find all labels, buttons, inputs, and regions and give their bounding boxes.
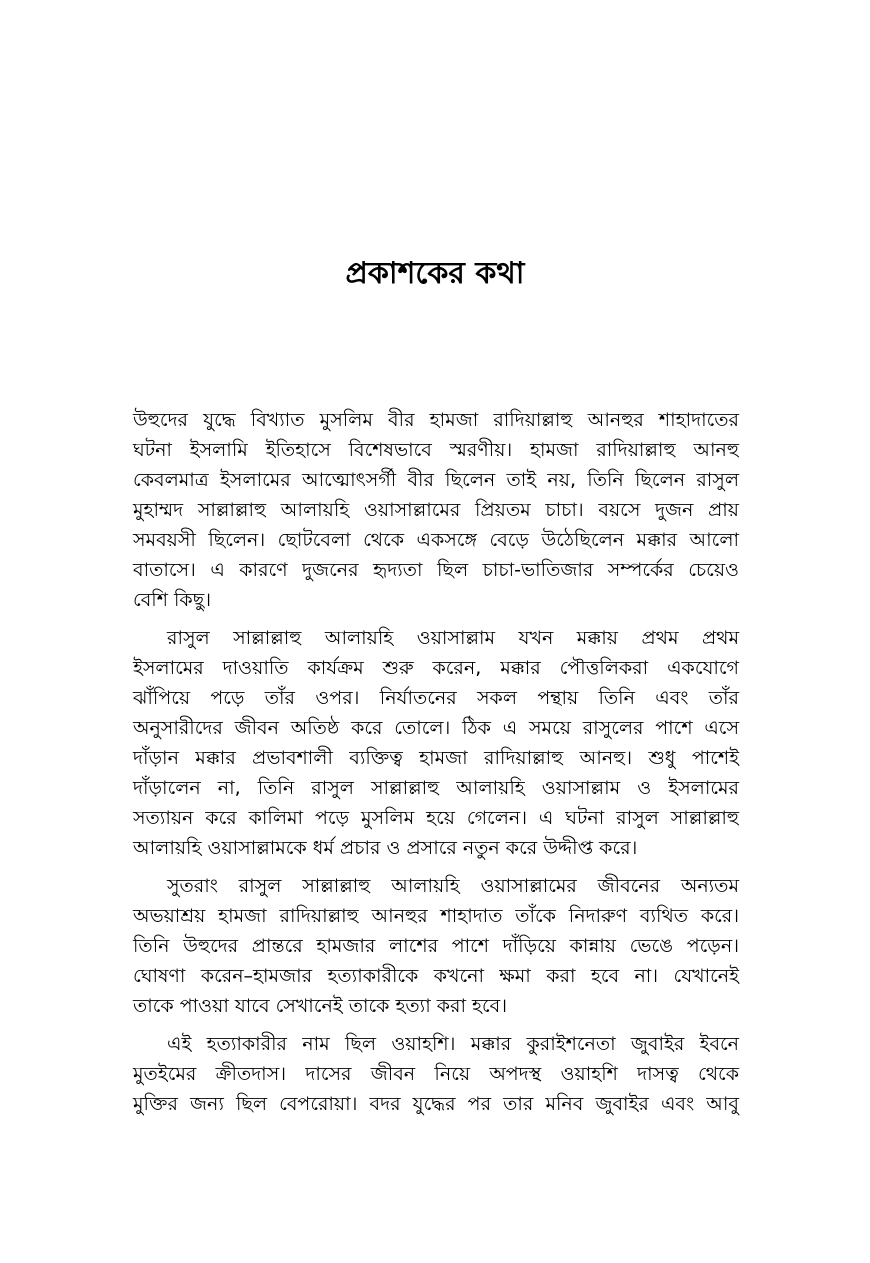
text-line: দাঁড়ান মক্কার প্রভাবশালী ব্যক্তিত্ব হামজা রাদিয়াল্লাহু আনহু। শুধু পাশেই <box>133 747 739 769</box>
text-line: মুতইমের ক্রীতদাস। দাসের জীবন নিয়ে অপদস্থ ওয়াহশি দাসত্ব থেকে <box>133 1063 739 1085</box>
text-line: ঝাঁপিয়ে পড়ে তাঁর ওপর। নির্যাতনের সকল পন্থায় তিনি এবং তাঁর <box>133 687 739 709</box>
text-line: দাঁড়ালেন না, তিনি রাসুল সাল্লাল্লাহু আলায়হি ওয়াসাল্লাম ও ইসলামের <box>133 777 739 799</box>
text-line: কেবলমাত্র ইসলামের আত্মোৎসর্গী বীর ছিলেন তাই নয়, তিনি ছিলেন রাসুল <box>133 469 739 491</box>
text-line: এই হত্যাকারীর নাম ছিল ওয়াহশি। মক্কার কুরাইশনেতা জুবাইর ইবনে <box>167 1033 739 1055</box>
page-title: প্রকাশকের কথা <box>345 256 525 291</box>
text-line: অনুসারীদের জীবন অতিষ্ঠ করে তোলে। ঠিক এ সময়ে রাসুলের পাশে এসে <box>133 717 739 739</box>
paragraph-1 <box>133 405 739 615</box>
text-line: আলায়হি ওয়াসাল্লামকে ধর্ম প্রচার ও প্রসারে নতুন করে উদ্দীপ্ত করে। <box>133 837 638 859</box>
body-text <box>133 405 739 1127</box>
text-line: ঘটনা ইসলামি ইতিহাসে বিশেষভাবে স্মরণীয়। হামজা রাদিয়াল্লাহু আনহু <box>133 439 739 461</box>
paragraph-4 <box>133 1029 739 1119</box>
text-line: ঘোষণা করেন–হামজার হত্যাকারীকে কখনো ক্ষমা করা হবে না। যেখানেই <box>133 965 739 987</box>
text-line: বেশি কিছু। <box>133 589 212 611</box>
text-line: বাতাসে। এ কারণে দুজনের হৃদ্যতা ছিল চাচা-ভাতিজার সম্পর্কের চেয়েও <box>133 559 739 581</box>
text-line: সত্যায়ন করে কালিমা পড়ে মুসলিম হয়ে গেলেন। এ ঘটনা রাসুল সাল্লাল্লাহু <box>133 807 739 829</box>
paragraph-2 <box>133 623 739 863</box>
text-line: তাকে পাওয়া যাবে সেখানেই তাকে হত্যা করা হবে। <box>133 995 508 1017</box>
text-line: মুক্তির জন্য ছিল বেপরোয়া। বদর যুদ্ধের পর তার মনিব জুবাইর এবং আবু <box>133 1093 739 1115</box>
text-line: অভয়াশ্রয় হামজা রাদিয়াল্লাহু আনহুর শাহাদাত তাঁকে নিদারুণ ব্যথিত করে। <box>133 905 739 927</box>
text-line: রাসুল সাল্লাল্লাহু আলায়হি ওয়াসাল্লাম যখন মক্কায় প্রথম প্রথম <box>167 627 739 649</box>
text-line: ইসলামের দাওয়াতি কার্যক্রম শুরু করেন, মক্কার পৌত্তলিকরা একযোগে <box>133 657 739 679</box>
text-line: তিনি উহুদের প্রান্তরে হামজার লাশের পাশে দাঁড়িয়ে কান্নায় ভেঙে পড়েন। <box>133 935 739 957</box>
text-line: উহুদের যুদ্ধে বিখ্যাত মুসলিম বীর হামজা রাদিয়াল্লাহু আনহুর শাহাদাতের <box>133 409 739 431</box>
text-line: সুতরাং রাসুল সাল্লাল্লাহু আলায়হি ওয়াসাল্লামের জীবনের অন্যতম <box>167 875 739 897</box>
text-line: মুহাম্মদ সাল্লাল্লাহু আলায়হি ওয়াসাল্লামের প্রিয়তম চাচা। বয়সে দুজন প্রায় <box>133 499 739 521</box>
text-line: সমবয়সী ছিলেন। ছোটবেলা থেকে একসঙ্গে বেড়ে উঠেছিলেন মক্কার আলো <box>133 529 739 551</box>
paragraph-3 <box>133 871 739 1021</box>
